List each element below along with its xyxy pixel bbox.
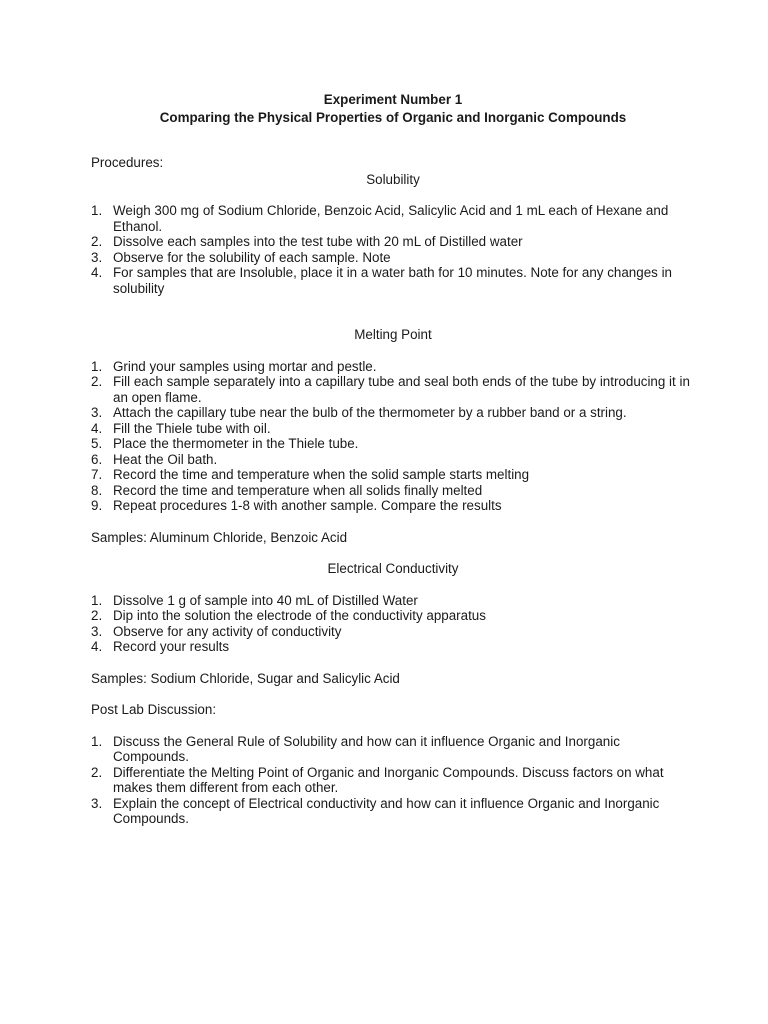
list-number: 3. bbox=[91, 795, 103, 811]
solubility-steps bbox=[91, 203, 691, 296]
list-number: 2. bbox=[91, 764, 103, 780]
list-text: Heat the Oil bath. bbox=[113, 451, 218, 467]
document-title: Experiment Number 1 bbox=[323, 92, 463, 107]
list-item bbox=[91, 234, 691, 250]
list-item bbox=[91, 765, 691, 796]
list-item bbox=[91, 624, 691, 640]
list-text: Dissolve each samples into the test tube with 20 mL of Distilled water bbox=[113, 234, 523, 249]
electrical-conductivity-heading: Electrical Conductivity bbox=[327, 561, 459, 576]
list-item bbox=[91, 436, 691, 452]
list-number: 1. bbox=[91, 203, 103, 218]
document-subtitle: Comparing the Physical Properties of Organic and Inorganic Compounds bbox=[159, 109, 627, 125]
list-number: 9. bbox=[91, 498, 103, 513]
list-item bbox=[91, 796, 691, 827]
list-item bbox=[91, 374, 691, 405]
list-text: Weigh 300 mg of Sodium Chloride, Benzoic Acid, Salicylic Acid and 1 mL each of Hexane and Ethanol. bbox=[113, 203, 669, 234]
list-number: 2. bbox=[91, 234, 103, 249]
list-text: Repeat procedures 1-8 with another sample. Compare the results bbox=[113, 498, 502, 513]
list-number: 2. bbox=[91, 374, 103, 389]
melting-point-steps bbox=[91, 359, 691, 514]
post-lab-items bbox=[91, 734, 691, 827]
procedures-label: Procedures: bbox=[91, 155, 164, 170]
list-item bbox=[91, 250, 691, 266]
list-text: Differentiate the Melting Point of Organic and Inorganic Compounds. Discuss factors on what makes them different from each other. bbox=[113, 764, 664, 795]
list-number: 8. bbox=[91, 482, 103, 498]
list-number: 2. bbox=[91, 608, 103, 623]
list-number: 4. bbox=[91, 265, 103, 280]
list-number: 1. bbox=[91, 733, 103, 749]
list-item bbox=[91, 405, 691, 421]
list-number: 4. bbox=[91, 420, 103, 436]
list-item bbox=[91, 483, 691, 499]
list-text: Explain the concept of Electrical conductivity and how can it influence Organic and Inorganic Compounds. bbox=[113, 795, 660, 826]
list-text: Discuss the General Rule of Solubility and how can it influence Organic and Inorganic Compounds. bbox=[113, 733, 620, 764]
list-text: Grind your samples using mortar and pestle. bbox=[113, 358, 377, 374]
list-number: 6. bbox=[91, 451, 103, 467]
list-item bbox=[91, 359, 691, 375]
list-text: Observe for any activity of conductivity bbox=[113, 623, 342, 639]
list-text: Attach the capillary tube near the bulb of the thermometer by a rubber band or a string. bbox=[113, 405, 627, 420]
post-lab-label: Post Lab Discussion: bbox=[91, 702, 217, 717]
solubility-heading: Solubility bbox=[366, 171, 420, 187]
list-text: Fill the Thiele tube with oil. bbox=[113, 420, 271, 436]
list-number: 1. bbox=[91, 358, 103, 374]
list-number: 3. bbox=[91, 405, 103, 420]
list-item bbox=[91, 421, 691, 437]
list-text: Dissolve 1 g of sample into 40 mL of Distilled Water bbox=[113, 592, 418, 608]
list-number: 7. bbox=[91, 467, 103, 482]
list-text: Place the thermometer in the Thiele tube. bbox=[113, 436, 359, 451]
document-page bbox=[91, 92, 691, 827]
list-item bbox=[91, 734, 691, 765]
list-item bbox=[91, 203, 691, 234]
list-number: 4. bbox=[91, 639, 103, 654]
list-number: 1. bbox=[91, 592, 103, 608]
list-item bbox=[91, 498, 691, 514]
list-number: 3. bbox=[91, 623, 103, 639]
electrical-conductivity-steps bbox=[91, 593, 691, 655]
list-number: 3. bbox=[91, 249, 103, 265]
list-text: Fill each sample separately into a capillary tube and seal both ends of the tube by introducing it in an open flame. bbox=[113, 374, 690, 405]
electrical-conductivity-samples: Samples: Sodium Chloride, Sugar and Salicylic Acid bbox=[91, 670, 400, 686]
list-text: Observe for the solubility of each sample. Note bbox=[113, 249, 391, 265]
list-text: Record the time and temperature when the solid sample starts melting bbox=[113, 467, 530, 482]
list-text: Dip into the solution the electrode of the conductivity apparatus bbox=[113, 608, 486, 623]
list-text: For samples that are Insoluble, place it in a water bath for 10 minutes. Note for any changes in solubility bbox=[113, 265, 672, 296]
list-number: 5. bbox=[91, 436, 103, 451]
list-item bbox=[91, 452, 691, 468]
list-item bbox=[91, 467, 691, 483]
melting-point-samples: Samples: Aluminum Chloride, Benzoic Acid bbox=[91, 529, 348, 545]
list-text: Record your results bbox=[113, 639, 230, 654]
list-text: Record the time and temperature when all solids finally melted bbox=[113, 482, 483, 498]
melting-point-heading: Melting Point bbox=[354, 327, 432, 342]
list-item bbox=[91, 639, 691, 655]
list-item bbox=[91, 265, 691, 296]
list-item bbox=[91, 608, 691, 624]
list-item bbox=[91, 593, 691, 609]
